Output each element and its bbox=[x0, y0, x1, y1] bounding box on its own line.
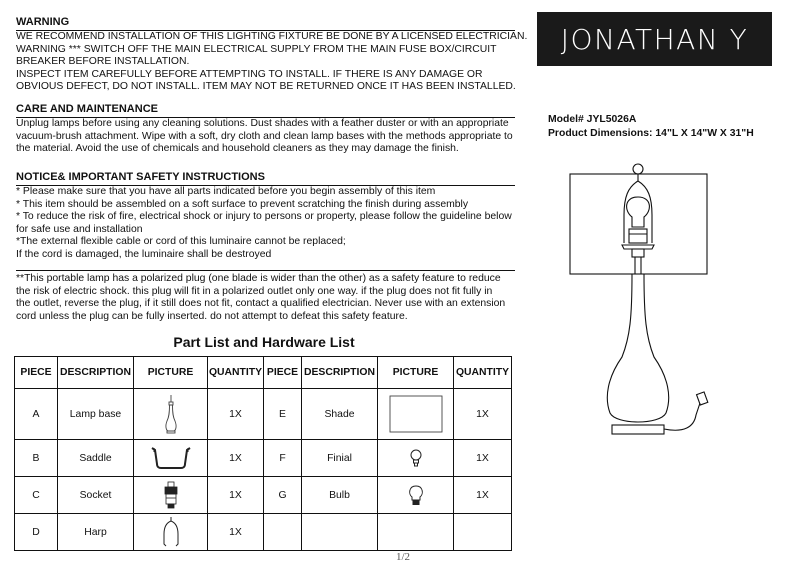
plug-line: **This portable lamp has a polarized plug (one blade is wider than the other) as a safety feature to reduce bbox=[16, 273, 501, 284]
picture-cell bbox=[134, 514, 208, 551]
warning-line: INSPECT ITEM CAREFULLY BEFORE ATTEMPTING TO INSTALL. IF THERE IS ANY DAMAGE OR bbox=[16, 68, 483, 80]
picture-cell bbox=[134, 389, 208, 440]
piece-cell: C bbox=[15, 477, 58, 514]
saddle-icon bbox=[149, 445, 193, 471]
part-list-title: Part List and Hardware List bbox=[173, 334, 355, 350]
piece-cell bbox=[264, 514, 302, 551]
quantity-cell: 1X bbox=[454, 440, 512, 477]
header-quantity: QUANTITY bbox=[208, 357, 264, 389]
description-cell: Finial bbox=[302, 440, 378, 477]
safety-line: If the cord is damaged, the luminaire shall be destroyed bbox=[16, 248, 272, 260]
safety-line: for safe use and installation bbox=[16, 223, 143, 235]
header-picture: PICTURE bbox=[378, 357, 454, 389]
picture-cell bbox=[378, 440, 454, 477]
header-quantity: QUANTITY bbox=[454, 357, 512, 389]
description-cell: Lamp base bbox=[58, 389, 134, 440]
plug-line: the risk of electric shock. this plug will fit in a polarized outlet only one way. if the plug does not fit fully in bbox=[16, 285, 493, 297]
description-cell: Saddle bbox=[58, 440, 134, 477]
description-cell: Harp bbox=[58, 514, 134, 551]
page-number: 1/2 bbox=[396, 551, 411, 563]
plug-line: the outlet, reverse the plug, if it still does not fit, contact a qualified electrician. Never use with an extension bbox=[16, 298, 506, 310]
piece-cell: G bbox=[264, 477, 302, 514]
piece-cell: F bbox=[264, 440, 302, 477]
part-list-table bbox=[14, 356, 512, 551]
warning-title: WARNING bbox=[16, 16, 515, 31]
socket-icon bbox=[163, 481, 179, 509]
piece-cell: E bbox=[264, 389, 302, 440]
plug-line: cord unless the plug can be fully inserted. do not attempt to defeat this safety feature. bbox=[16, 310, 408, 322]
bulb-icon bbox=[408, 483, 424, 507]
header-piece: PIECE bbox=[15, 357, 58, 389]
table-row bbox=[15, 440, 512, 477]
product-info bbox=[548, 113, 754, 140]
picture-cell bbox=[134, 440, 208, 477]
description-cell: Socket bbox=[58, 477, 134, 514]
table-header-row bbox=[15, 357, 512, 389]
picture-cell bbox=[378, 477, 454, 514]
header-description: DESCRIPTION bbox=[302, 357, 378, 389]
warning-line: OBVIOUS DEFECT, DO NOT INSTALL. ITEM MAY NOT BE RETURNED ONCE IT HAS BEEN INSTALLED. bbox=[16, 81, 516, 93]
piece-cell: A bbox=[15, 389, 58, 440]
safety-line: * Please make sure that you have all parts indicated before you begin assembly of this item bbox=[16, 186, 436, 197]
table-row bbox=[15, 477, 512, 514]
product-dimensions: Product Dimensions: 14"L X 14"W X 31"H bbox=[548, 127, 754, 139]
safety-title: NOTICE& IMPORTANT SAFETY INSTRUCTIONS bbox=[16, 171, 515, 186]
model-number: Model# JYL5026A bbox=[548, 114, 637, 125]
warning-line: WE RECOMMEND INSTALLATION OF THIS LIGHTING FIXTURE BE DONE BY A LICENSED ELECTRICIAN. bbox=[16, 31, 528, 42]
plug-section bbox=[16, 273, 515, 323]
quantity-cell: 1X bbox=[208, 477, 264, 514]
quantity-cell bbox=[454, 514, 512, 551]
harp-icon bbox=[160, 516, 182, 548]
description-cell: Bulb bbox=[302, 477, 378, 514]
safety-line: * To reduce the risk of fire, electrical shock or injury to persons or property, please follow the guideline below bbox=[16, 211, 512, 223]
header-description: DESCRIPTION bbox=[58, 357, 134, 389]
quantity-cell: 1X bbox=[454, 389, 512, 440]
shade-icon bbox=[389, 395, 443, 433]
brand-logo bbox=[537, 12, 772, 66]
warning-line: BREAKER BEFORE INSTALLATION. bbox=[16, 56, 190, 68]
header-picture: PICTURE bbox=[134, 357, 208, 389]
piece-cell: B bbox=[15, 440, 58, 477]
picture-cell bbox=[134, 477, 208, 514]
safety-section bbox=[16, 171, 515, 262]
care-title: CARE AND MAINTENANCE bbox=[16, 103, 515, 118]
description-cell bbox=[302, 514, 378, 551]
safety-line: *The external flexible cable or cord of this luminaire cannot be replaced; bbox=[16, 236, 346, 248]
table-row bbox=[15, 389, 512, 440]
header-piece: PIECE bbox=[264, 357, 302, 389]
quantity-cell: 1X bbox=[208, 440, 264, 477]
finial-icon bbox=[409, 448, 423, 468]
lamp-illustration-icon bbox=[566, 157, 766, 443]
quantity-cell: 1X bbox=[208, 514, 264, 551]
quantity-cell: 1X bbox=[208, 389, 264, 440]
warning-section bbox=[16, 16, 528, 94]
picture-cell bbox=[378, 514, 454, 551]
table-row bbox=[15, 514, 512, 551]
brand-name: JONATHAN Y bbox=[560, 22, 749, 56]
piece-cell: D bbox=[15, 514, 58, 551]
plug-divider bbox=[16, 270, 515, 271]
care-line: vacuum-brush attachment. Wipe with a soft, dry cloth and clean lamp bases with the methods appropriate to bbox=[16, 130, 513, 142]
warning-line: WARNING *** SWITCH OFF THE MAIN ELECTRICAL SUPPLY FROM THE MAIN FUSE BOX/CIRCUIT bbox=[16, 43, 497, 55]
lamp-base-icon bbox=[161, 393, 181, 435]
description-cell: Shade bbox=[302, 389, 378, 440]
care-line: the material. Avoid the use of chemicals and household cleaners as they may damage the finish. bbox=[16, 143, 459, 155]
quantity-cell: 1X bbox=[454, 477, 512, 514]
care-section bbox=[16, 103, 515, 156]
care-line: Unplug lamps before using any cleaning solutions. Dust shades with a feather duster or with an appropriate bbox=[16, 118, 509, 129]
safety-line: * This item should be assembled on a soft surface to prevent scratching the finish during assembly bbox=[16, 198, 469, 210]
picture-cell bbox=[378, 389, 454, 440]
